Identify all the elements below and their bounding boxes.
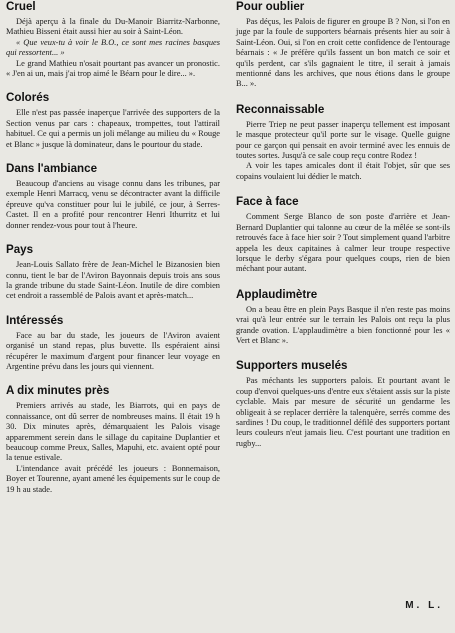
section-heading: Face à face [236,195,299,209]
left-column [6,0,220,495]
section-paragraph: Pas déçus, les Palois de figurer en groupe B ? Non, si l'on en juge par la foule de supporters béarnais présents hier au soir à Saint-Léon. Oui, si l'on en croit cette confidence de l'entourage béarnais : « Je préfère qu'ils fassent un bon match ce soir et qu'ils perdent, car s'ils gagnaient le titre, il serait à jamais mentionné dans les archives, que nous étions dans le groupe B... ». [236,17,450,89]
section-interesses [6,314,220,373]
section-paragraph: Elle n'est pas passée inaperçue l'arrivée des supporters de la Section venus par cars : chapeaux, trompettes, tout l'attirail habituel. Ce qui a permis un joli mélange au milieu du « Rouge et Blanc » jusque là dominateur, dans le pourtour du stade. [6,108,220,149]
section-supporters-museles [236,359,450,449]
section-colores [6,91,220,150]
section-heading: Applaudimètre [236,287,318,301]
section-paragraph: Beaucoup d'anciens au visage connu dans les tribunes, par exemple Henri Marracq, venu se décontracter avant la difficile épreuve qu'va constituer pour lui le jubilé, ce jour, à Serres-Castet. Il en a profité pour rencontrer Henri Ithurritz et lui donner rendez-vous pour tout à l'heure. [6,179,220,230]
section-paragraph: Face au bar du stade, les joueurs de l'Aviron avaient organisé un stand repas, plus buvette. Ils espéraient ainsi récupérer le maximum d'argent pour financer leur voyage en Argentine prévu dans les jours qui viennent. [6,330,220,371]
author-signature: M. L. [405,600,443,611]
right-column [236,0,450,449]
section-quote: « Que veux-tu à voir le B.O., ce sont mes racines basques qui ressortent... » [6,37,220,58]
section-heading: A dix minutes près [6,384,110,398]
section-paragraph: Pas méchants les supporters palois. Et pourtant avant le coup d'envoi quelques-uns d'entre eux s'étaient assis sur la piste cyclable. Mais par mesure de sécurité un gendarme les obligeait à se replacer derrière la talenquère, serrés comme des sardines ! Du coup, le traditionnel défilé des supporters portant leurs couleurs n'eut jamais lieu. C'est pourtant une tradition en rugby... [236,376,450,448]
section-paragraph: L'intendance avait précédé les joueurs : Bonnemaison, Boyer et Tourenne, ayant amené les équipements sur le coup de 19 h au stade. [6,463,220,494]
section-paragraph: Premiers arrivés au stade, les Biarrots, qui en pays de connaissance, ont dû serrer de nombreuses mains. Il était 19 h 30. Dix minutes après, démarquaient les Palois visage apparemment serein dans le sillage du capitaine Duplantier et beaucoup comme Preux, Salles, Mapuhi, etc. avaient opté pour la tenue estivale. [6,401,220,463]
section-paragraph: On a beau être en plein Pays Basque il n'en reste pas moins vrai qu'à leur entrée sur le terrain les Palois ont reçu la plus grande ovation. L'applaudimètre a bien fonctionné pour les « Vert et Blanc ». [236,304,450,345]
section-applaudimetre [236,288,450,347]
section-reconnaissable [236,103,450,182]
section-heading: Colorés [6,91,50,105]
section-dans-l-ambiance [6,162,220,231]
newspaper-page [6,0,451,633]
section-pour-oublier [236,0,450,90]
section-paragraph: Le grand Mathieu n'osait pourtant pas avancer un pronostic. « J'en ai un, mais j'ai trop aimé le Béarn pour le dire... ». [6,58,220,79]
section-paragraph: Jean-Louis Sallato frère de Jean-Michel le Bizanosien bien connu, tient le bar de l'Aviron Bayonnais depuis trois ans sous la grande tribune du stade Saint-Léon. Inutile de dire combien cet endroit a rassemblé de Palois avant et après-match... [6,260,220,301]
section-face-a-face [236,195,450,274]
section-paragraph: A voir les tapes amicales dont il était l'objet, sûr que ses copains voulaient lui dédier le match. [236,161,450,181]
section-a-dix-minutes-pres [6,384,220,495]
section-heading: Pays [6,243,34,257]
section-heading: Reconnaissable [236,102,325,116]
section-cruel [6,0,220,79]
section-heading: Pour oublier [236,0,305,13]
section-heading: Dans l'ambiance [6,162,98,176]
section-heading: Intéressés [6,313,64,327]
section-paragraph: Pierre Triep ne peut passer inaperçu tellement est imposant le masque protecteur qu'il porte sur le visage. Quelle guigne pour ce garçon qui pensait en avoir terminé avec les ennuis de toutes sortes. Jusqu'à ce sale coup reçu contre Rodez ! [236,119,450,161]
section-pays [6,243,220,302]
section-paragraph: Comment Serge Blanco de son poste d'arrière et Jean-Bernard Duplantier qui talonne au cœur de la mêlée se sont-ils retrouvés face à face hier soir ? Tout simplement quand l'arbitre appela les deux capitaines à calmer leur troupe respective lorsque le derby s'égara pour quelques coups, rien de bien méchant pour autant. [236,212,450,274]
section-heading: Cruel [6,0,36,13]
section-heading: Supporters muselés [236,359,348,373]
section-paragraph: Déjà aperçu à la finale du Du-Manoir Biarritz-Narbonne, Mathieu Bisseni était aussi hier au soir à Saint-Léon. [6,17,220,37]
